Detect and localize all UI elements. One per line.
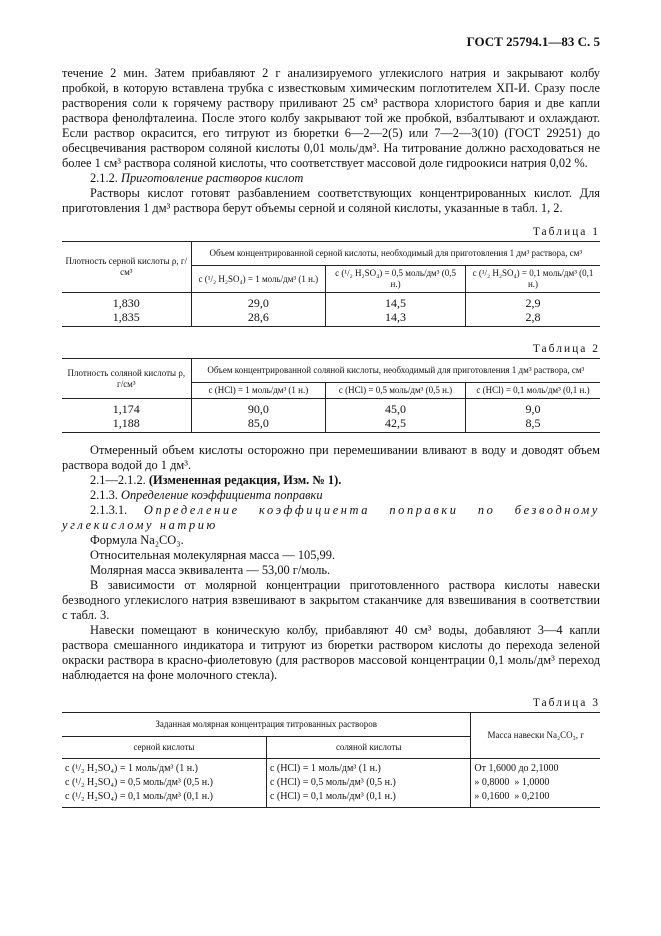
table3 <box>62 712 600 808</box>
section-2-1-2-text: Растворы кислот готовят разбавлением соответствующих концентрированных кислот. Для приготовления 1 дм³ раствора берут объемы серной и соляной кислоты, указанные в табл. 1, 2. <box>62 186 600 215</box>
table2-cell: 9,0 <box>465 399 600 417</box>
section-title: Определение коэффициента поправки <box>121 488 323 502</box>
table2-cell: 1,188 <box>112 416 140 430</box>
table3-sulfuric-header: серной кислоты <box>62 737 266 759</box>
table2-cell: 90,0 <box>191 399 326 417</box>
table1-caption: Таблица 1 <box>532 226 600 238</box>
table2-cell: 85,0 <box>191 416 326 433</box>
table3-cell: c (¹/₂ H₂SO₄) = 0,5 моль/дм³ (0,5 н.) <box>65 777 213 788</box>
table1-subheader-01n: c (¹/₂ H₂SO₄) = 0,1 моль/дм³ (0,1 н.) <box>465 266 600 293</box>
table3-cell: c (¹/₂ H₂SO₄) = 1 моль/дм³ (1 н.) <box>65 763 198 774</box>
table2-cell: 42,5 <box>326 416 466 433</box>
edit-note-range: 2.1—2.1.2. <box>90 473 146 487</box>
table1-subheader-1n: c (¹/₂ H₂SO₄) = 1 моль/дм³ (1 н.) <box>191 266 326 293</box>
page-header: ГОСТ 25794.1—83 С. 5 <box>466 34 600 49</box>
table1-density-header: Плотность серной кислоты ρ, г/см³ <box>62 242 191 293</box>
section-2-1-3-1-heading <box>62 503 600 533</box>
table2-subheader-1n: c (HCl) = 1 моль/дм³ (1 н.) <box>191 383 326 399</box>
table3-cell: » 0,8000 » 1,0000 <box>471 776 600 790</box>
table3-caption: Таблица 3 <box>532 697 600 709</box>
table2-caption: Таблица 2 <box>532 343 600 355</box>
table1-cell: 1,835 <box>112 310 140 324</box>
table1-cell: 1,830 <box>112 296 140 310</box>
intro-paragraph: течение 2 мин. Затем прибавляют 2 г анализируемого углекислого натрия и закрывают колбу пробкой, в которую вставлена трубка с известковым химическим поглотителем ХП-И. Сразу после растворения соли к горячему раствору приливают 25 см³ раствора хлористого бария и две капли раствора фенолфталеина. После этого колбу закрывают той же пробкой, взбалтывают и охлаждают. Если раствор окрасится, его титруют из бюретки 6—2—2(5) или 7—2—3(10) (ГОСТ 29251) до обесцвечивания раствором соляной кислоты 0,01 моль/дм³. На титрование должно расходоваться не более 1 см³ раствора соляной кислоты, что соответствует массовой доле гидроокиси натрия 0,02 %. <box>62 66 600 170</box>
section-title: Определение коэффициента поправки по безводному углекислому натрию <box>62 503 600 532</box>
table3-cell: » 0,1600 » 0,2100 <box>471 790 600 808</box>
table2-subheader-05n: c (HCl) = 0,5 моль/дм³ (0,5 н.) <box>326 383 466 399</box>
document-page <box>62 34 600 808</box>
table1-cell: 14,3 <box>326 310 466 327</box>
section-number: 2.1.2. <box>90 171 118 185</box>
table1-cell: 2,9 <box>465 293 600 311</box>
molecular-mass: Относительная молекулярная масса — 105,99. <box>90 548 336 562</box>
table1-cell: 28,6 <box>191 310 326 327</box>
table2-density-header: Плотность соляной кислоты ρ, г/см³ <box>62 359 191 399</box>
edit-note <box>62 473 600 488</box>
table2-cell: 45,0 <box>326 399 466 417</box>
table3-cell: c (HCl) = 0,5 моль/дм³ (0,5 н.) <box>266 776 470 790</box>
edit-note-text: (Измененная редакция, Изм. № 1). <box>148 473 342 487</box>
table3-mass-header: Масса навески Na₂CO₃, г <box>471 713 600 759</box>
after-tables-text: Отмеренный объем кислоты осторожно при перемешивании вливают в воду и доводят объем раствора водой до 1 дм³. <box>62 443 600 472</box>
titration-paragraph: Навески помещают в коническую колбу, прибавляют 40 см³ воды, добавляют 3—4 капли раствора смешанного индикатора и титруют из бюретки раствором кислоты до перехода зеленой окраски раствора в красно-фиолетовую (для растворов массовой концентрации 0,1 моль/дм³ переход наблюдается на фоне молочного стекла). <box>62 623 600 682</box>
molar-mass: Молярная масса эквивалента — 53,00 г/моль. <box>90 563 331 577</box>
table1-cell: 29,0 <box>191 293 326 311</box>
table1-subheader-05n: c (¹/₂ H₂SO₄) = 0,5 моль/дм³ (0,5 н.) <box>326 266 466 293</box>
section-2-1-3-heading <box>62 488 600 503</box>
section-number: 2.1.3.1. <box>90 503 128 517</box>
table2-cell: 1,174 <box>112 402 140 416</box>
section-title: Приготовление растворов кислот <box>121 171 304 185</box>
table3-hydrochloric-header: соляной кислоты <box>266 737 470 759</box>
table3-group-header: Заданная молярная концентрация титрованных растворов <box>62 713 471 737</box>
table2 <box>62 358 600 433</box>
dependency-paragraph: В зависимости от молярной концентрации приготовленного раствора кислоты навески безводного углекислого натрия взвешивают в закрытом стаканчике для взвешивания в соответствии с табл. 3. <box>62 578 600 622</box>
table2-group-header: Объем концентрированной соляной кислоты, необходимый для приготовления 1 дм³ раствора, см³ <box>191 359 600 383</box>
table1-cell: 2,8 <box>465 310 600 327</box>
table1-group-header: Объем концентрированной серной кислоты, необходимый для приготовления 1 дм³ раствора, см³ <box>191 242 600 266</box>
table3-cell: c (HCl) = 1 моль/дм³ (1 н.) <box>266 759 470 777</box>
table2-cell: 8,5 <box>465 416 600 433</box>
table1-cell: 14,5 <box>326 293 466 311</box>
table1 <box>62 241 600 327</box>
table3-cell: От 1,6000 до 2,1000 <box>471 759 600 777</box>
section-2-1-2-heading <box>62 171 600 186</box>
table2-subheader-01n: c (HCl) = 0,1 моль/дм³ (0,1 н.) <box>465 383 600 399</box>
section-number: 2.1.3. <box>90 488 118 502</box>
table3-cell: c (¹/₂ H₂SO₄) = 0,1 моль/дм³ (0,1 н.) <box>65 791 213 802</box>
formula: Формула Na₂CO₃. <box>90 533 184 547</box>
table3-cell: c (HCl) = 0,1 моль/дм³ (0,1 н.) <box>266 790 470 808</box>
